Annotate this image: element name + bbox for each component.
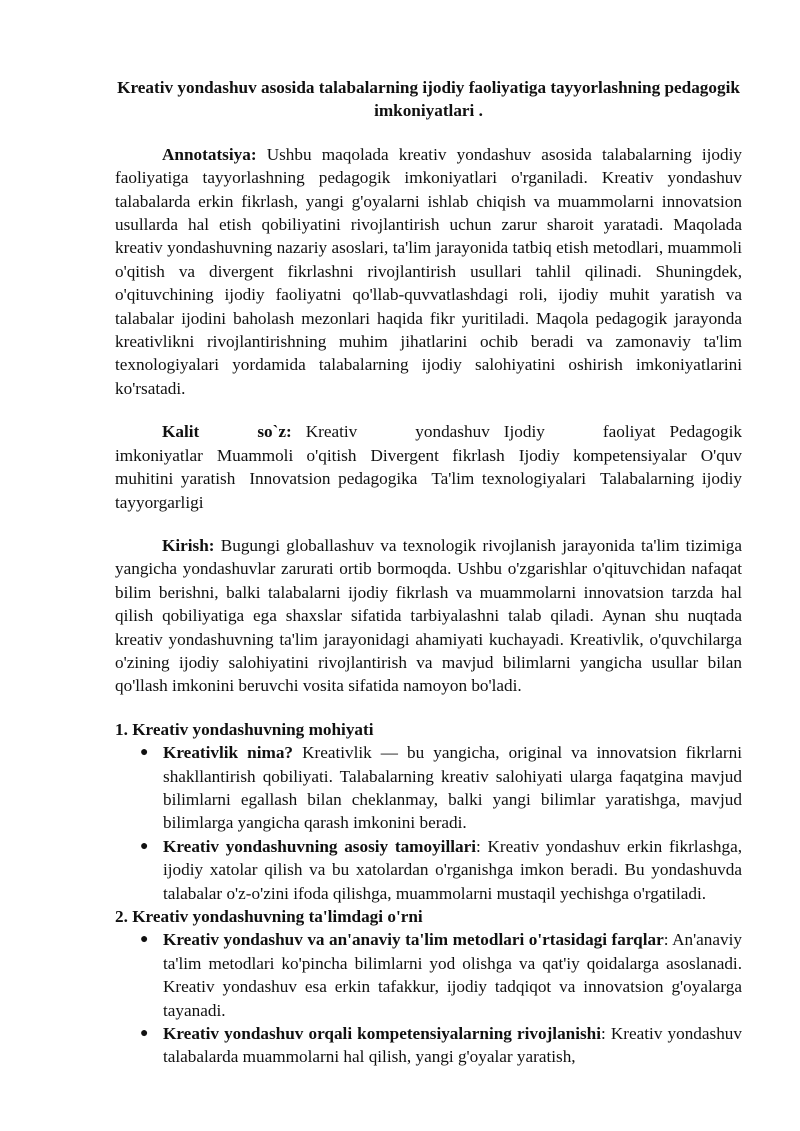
bullet-icon: ● — [140, 838, 149, 854]
list-item-text: : An'anaviy ta'lim metodlari ko'pincha bilimlarni yod olishga va qat'iy qoidalarga asoslanadi. Kreativ yondashuv esa erkin tafakkur, ijodiy tadqiqot va innovatsion g'oyalarga tayanadi. — [163, 930, 742, 1020]
list-item — [140, 928, 742, 1022]
keyword-item: O'quv muhitini yaratish — [115, 445, 742, 489]
keywords-paragraph — [115, 420, 742, 514]
intro-label: Kirish: — [162, 535, 215, 555]
annotation-label: Annotatsiya: — [162, 144, 257, 164]
keywords-label: Kalit so`z: — [162, 422, 292, 442]
article-title: Kreativ yondashuv asosida talabalarning ijodiy faoliyatiga tayyorlashning pedagogik imkoniyatlari . — [117, 78, 740, 121]
section-list — [115, 741, 742, 905]
intro-paragraph — [115, 534, 742, 698]
list-item-text: : Kreativ yondashuv erkin fikrlashga, ijodiy xatolar qilish va bu xatolardan o'rganishga imkon beradi. Bu yondashuvda talabalar o'z-o'zini ifoda qilishga, muammolarni mustaqil yechishga o'rgatiladi. — [163, 836, 742, 903]
list-item-title: Kreativ yondashuv va an'anaviy ta'lim metodlari o'rtasidagi farqlar — [163, 930, 664, 950]
list-item-title: Kreativ yondashuvning asosiy tamoyillari — [163, 836, 477, 856]
keyword-item: Talabalarning ijodiy tayyorgarligi — [115, 469, 742, 512]
keyword-item: Pedagogik imkoniyatlar — [115, 422, 742, 465]
list-item — [140, 741, 743, 835]
list-item-text: Kreativlik — bu yangicha, original va innovatsion fikrlarni shakllantirish qobiliyati. Talabalarning kreativ salohiyati ularga faqatgina mavjud bilimlarni egallash bilan cheklanmay, balki yangi bilimlar yaratishga, mavjud bilimlarga yangicha qarash imkonini beradi. — [163, 743, 743, 833]
keyword-item: Muammoli o'qitish — [216, 445, 357, 465]
list-item-title: Kreativlik nima? — [163, 743, 294, 763]
keyword-item: Ta'lim texnologiyalari — [431, 469, 586, 489]
list-item — [140, 835, 742, 905]
annotation-text: Ushbu maqolada kreativ yondashuv asosida talabalarning ijodiy faoliyatiga tayyorlashning pedagogik imkoniyatlari o'rganiladi. Kreativ yondashuv talabalarda erkin fikrlash, yangi g'oyalarni ishlab chiqish va muammolarni innovatsion usullarda hal etish qobiliyatini rivojlantirish uchun zarur sharoit yaratadi. Maqolada kreativ yondashuvning nazariy asoslari, ta'lim jarayonida tatbiq etish metodlari, muammoli o'qitish va divergent fikrlashni rivojlantirish usullari tahlil qilinadi. Shuningdek, o'qituvchining ijodiy faoliyatni qo'llab-quvvatlashdagi roli, ijodiy muhit yaratish va talabalar ijodini baholash mezonlari haqida fikr yuritiladi. Maqola pedagogik jarayonda kreativlikni rivojlantirishning muhim jihatlarini ochib beradi va zamonaviy ta'lim texnologiyalari yordamida talabalarning ijodiy salohiyatini oshirish imkoniyatlarini ko'rsatadi. — [115, 144, 742, 398]
keyword-item: Kreativ yondashuv — [305, 422, 490, 442]
intro-text: Bugungi globallashuv va texnologik rivojlanish jarayonida ta'lim tizimiga yangicha yondashuvlar zarurati ortib bormoqda. Ushbu o'zgarishlar o'qituvchidan nafaqat bilim berishni, balki talabalarni ijodiy fikrlash va muammolarni innovatsion tarzda hal qilish qobiliyatiga ega shaxslar sifatida tarbiyalashni talab qiladi. Aynan shu nuqtada kreativ yondashuvning ta'lim jarayonidagi ahamiyati kuchayadi. Kreativlik, o'quvchilarga o'zining ijodiy salohiyatini rivojlantirish va mavjud bilimlarni yangicha usullar bilan qo'llash imkonini beruvchi vosita sifatida namoyon bo'ladi. — [115, 535, 742, 696]
keyword-item: Innovatsion pedagogika — [249, 469, 418, 489]
section-heading: 2. Kreativ yondashuvning ta'limdagi o'rni — [115, 907, 423, 926]
annotation-paragraph — [115, 143, 742, 400]
list-item-text: : Kreativ yondashuv talabalarda muammolarni hal qilish, yangi g'oyalar yaratish, — [163, 1024, 742, 1067]
bullet-icon: ● — [140, 1026, 149, 1042]
section-heading: 1. Kreativ yondashuvning mohiyati — [115, 719, 374, 739]
list-item-title: Kreativ yondashuv orqali kompetensiyalarning rivojlanishi — [163, 1024, 602, 1044]
keyword-item: Ijodiy faoliyat — [503, 422, 656, 442]
bullet-icon: ● — [140, 932, 149, 948]
keyword-item: Divergent fikrlash — [370, 445, 505, 465]
bullet-icon: ● — [140, 745, 149, 761]
keyword-item: Ijodiy kompetensiyalar — [518, 445, 687, 465]
list-item — [140, 1022, 742, 1069]
section-list — [115, 928, 742, 1068]
